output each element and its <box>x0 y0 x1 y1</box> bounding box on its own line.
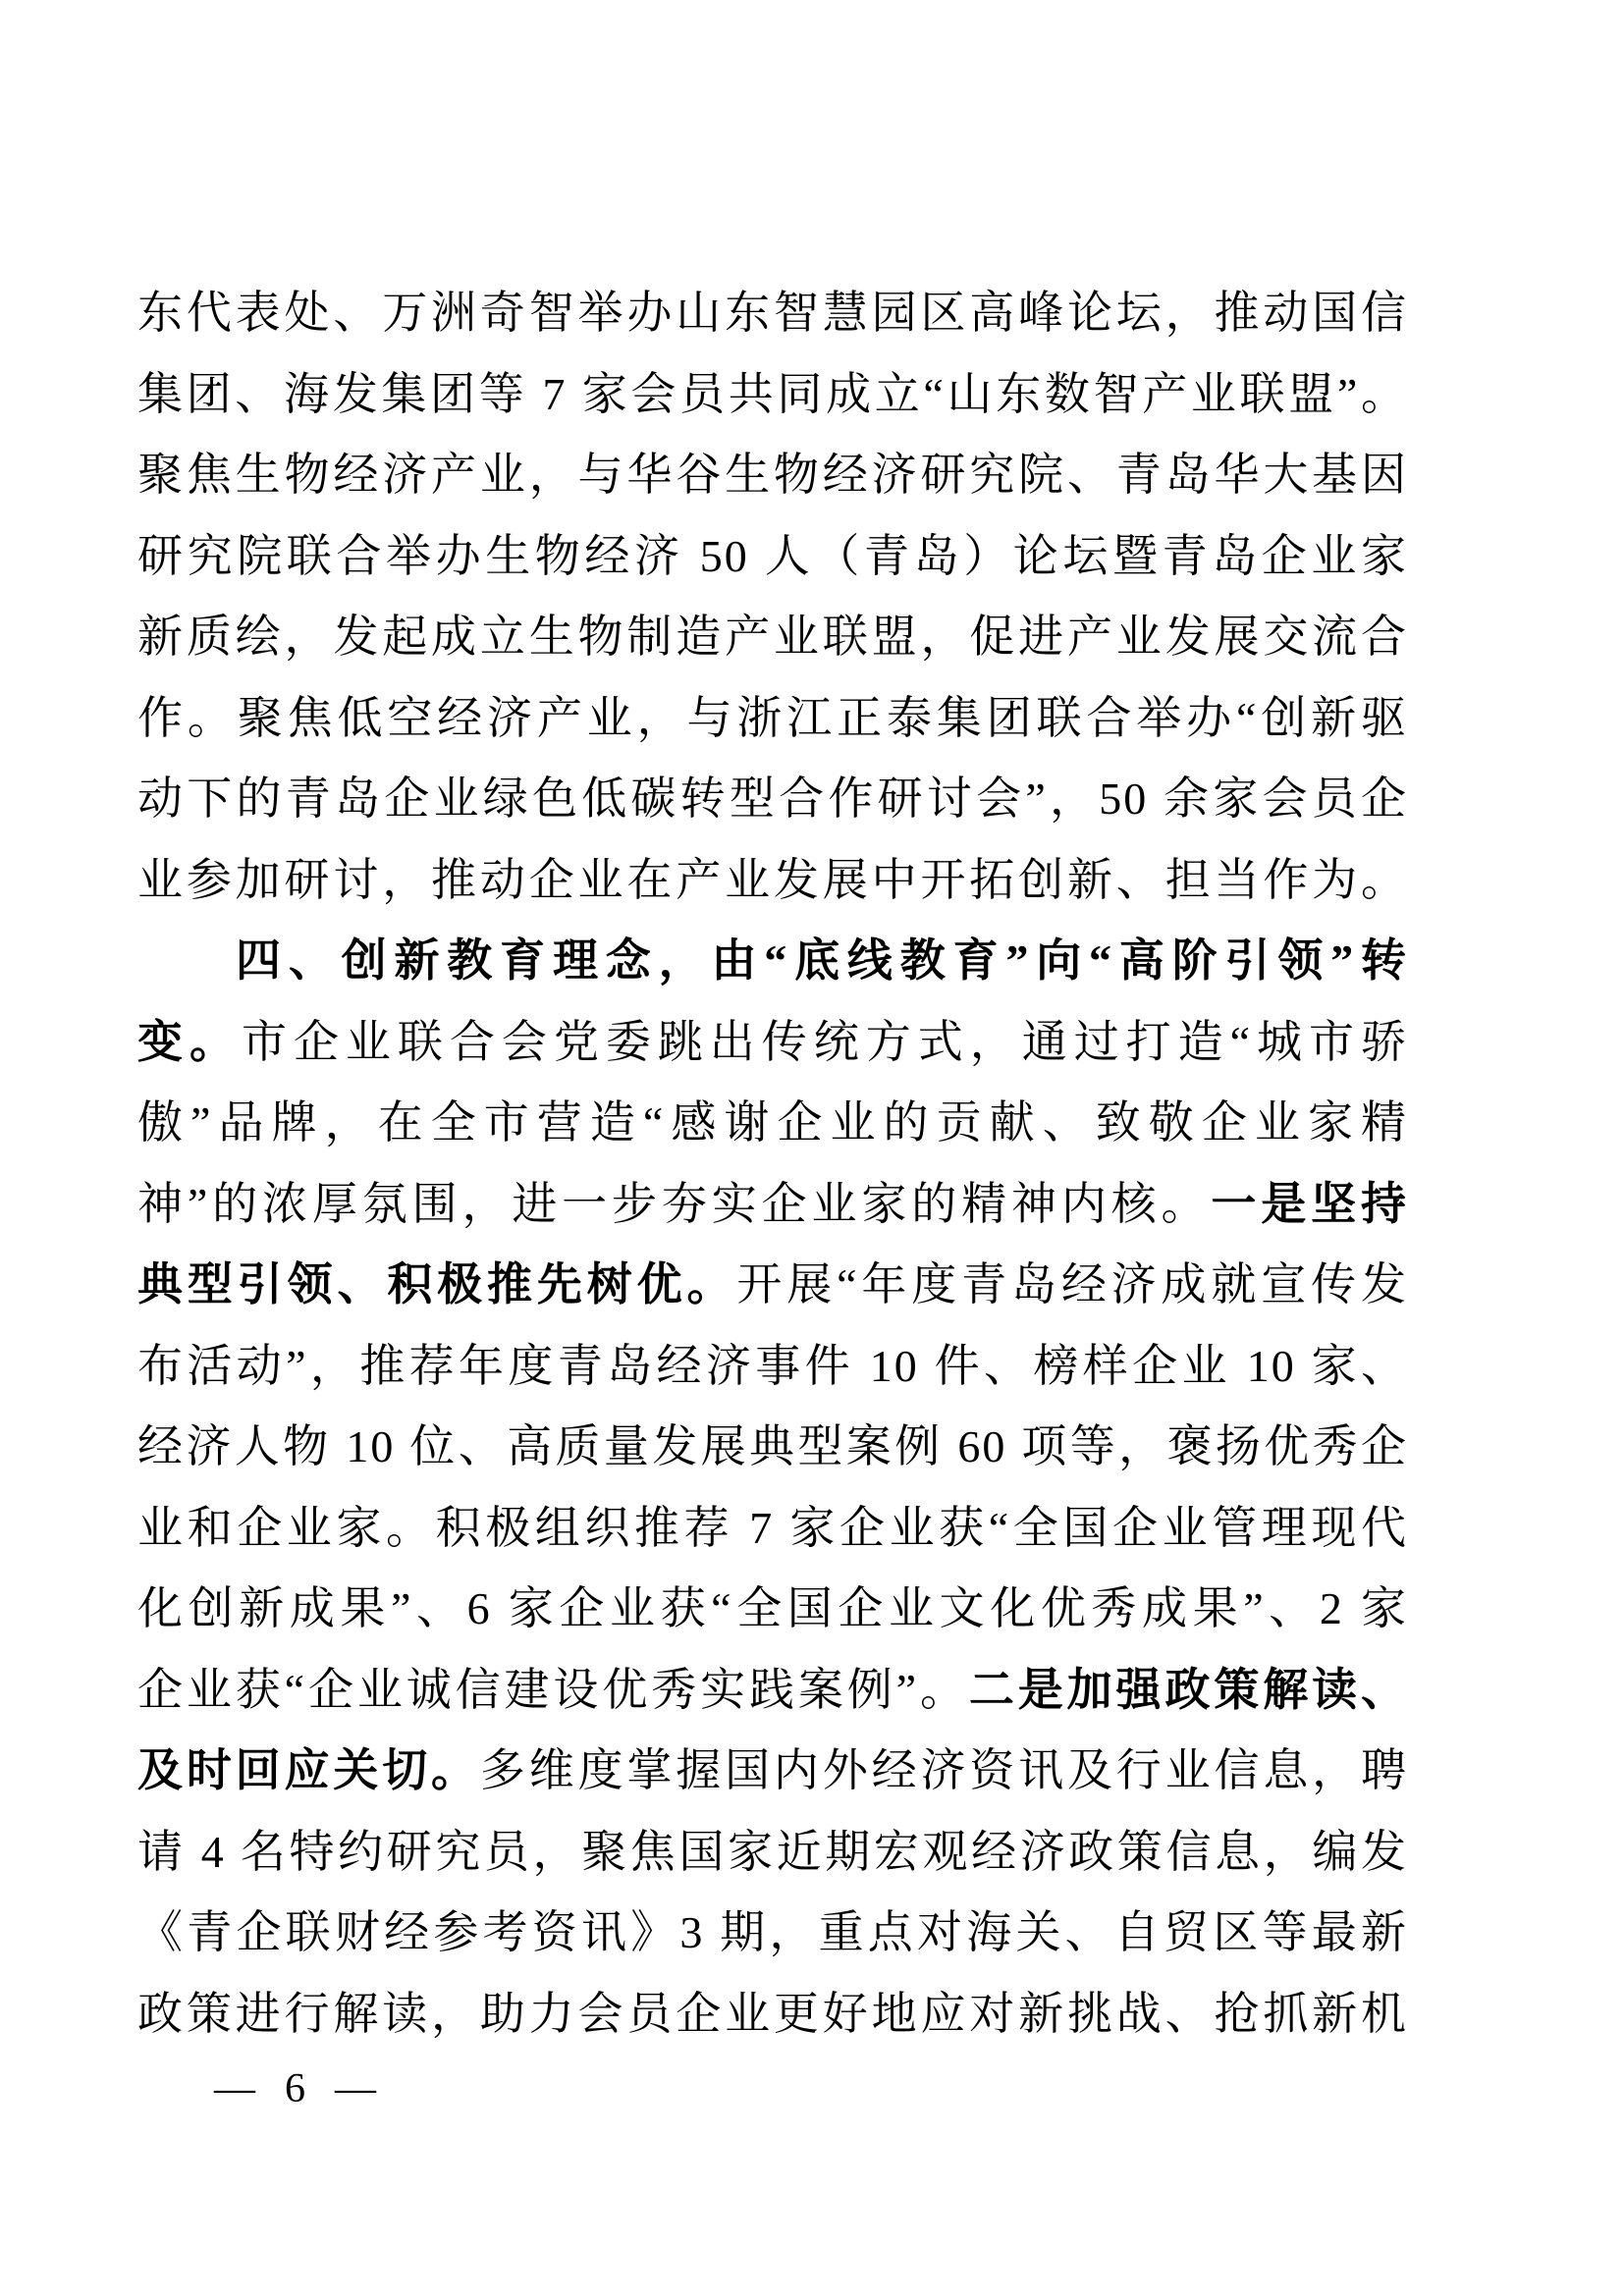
text-run: 《青企联财经参考资讯》3 期，重点对海关、自贸区等最新 <box>137 1907 1408 1957</box>
text-line <box>137 759 1408 840</box>
text-line <box>137 1650 1408 1732</box>
text-line <box>137 1083 1408 1164</box>
text-line <box>137 840 1408 922</box>
text-line <box>137 597 1408 678</box>
text-line <box>137 1002 1408 1084</box>
text-run: 化创新成果”、6 家企业获“全国企业文化优秀成果”、2 家 <box>137 1583 1408 1633</box>
text-run: 东代表处、万洲奇智举办山东智慧园区高峰论坛，推动国信 <box>137 288 1408 338</box>
text-run: 傲”品牌，在全市营造“感谢企业的贡献、致敬企业家精 <box>137 1097 1408 1148</box>
text-run: 市企业联合会党委跳出传统方式，通过打造“城市骄 <box>241 1016 1408 1067</box>
text-line <box>137 1812 1408 1894</box>
text-line <box>137 921 1408 1002</box>
text-line <box>137 1407 1408 1488</box>
text-run-bold: 变。 <box>137 1016 242 1067</box>
text-run-bold: 四、创新教育理念，由“底线教育”向“高阶引领”转 <box>236 935 1408 986</box>
text-run: 业参加研讨，推动企业在产业发展中开拓创新、担当作为。 <box>137 854 1408 905</box>
text-run: 动下的青岛企业绿色低碳转型合作研讨会”，50 余家会员企 <box>137 774 1408 824</box>
text-line <box>137 1164 1408 1246</box>
text-line <box>137 354 1408 436</box>
text-run: 政策进行解读，助力会员企业更好地应对新挑战、抢抓新机 <box>137 1988 1408 2039</box>
text-run-bold: 及时回应关切。 <box>137 1745 480 1795</box>
text-run-bold: 一是坚持 <box>1211 1178 1408 1229</box>
text-run: 聚焦生物经济产业，与华谷生物经济研究院、青岛华大基因 <box>137 450 1408 500</box>
text-line <box>137 516 1408 598</box>
text-run: 多维度掌握国内外经济资讯及行业信息，聘 <box>479 1745 1409 1795</box>
text-run-bold: 典型引领、积极推先树优。 <box>137 1259 737 1309</box>
text-run-bold: 二是加强政策解读、 <box>968 1664 1408 1715</box>
text-run: 经济人物 10 位、高质量发展典型案例 60 项等，褒扬优秀企 <box>137 1421 1408 1471</box>
text-run: 研究院联合举办生物经济 50 人（青岛）论坛暨青岛企业家 <box>137 530 1408 581</box>
text-run: 开展“年度青岛经济成就宣传发 <box>736 1259 1408 1309</box>
text-run: 新质绘，发起成立生物制造产业联盟，促进产业发展交流合 <box>137 612 1408 662</box>
page-number: 6 <box>285 2066 305 2111</box>
text-run: 作。聚焦低空经济产业，与浙江正泰集团联合举办“创新驱 <box>137 692 1408 743</box>
text-run: 集团、海发集团等 7 家会员共同成立“山东数智产业联盟”。 <box>137 368 1408 419</box>
text-line <box>137 1488 1408 1570</box>
text-line <box>137 1974 1408 2056</box>
footer-right-dash: — <box>335 2066 376 2111</box>
document-body <box>137 273 1408 2055</box>
text-line <box>137 273 1408 354</box>
text-run: 请 4 名特约研究员，聚焦国家近期宏观经济政策信息，编发 <box>137 1826 1408 1877</box>
text-run: 神”的浓厚氛围，进一步夯实企业家的精神内核。 <box>137 1178 1212 1229</box>
text-line <box>137 1245 1408 1326</box>
text-line <box>137 1731 1408 1812</box>
text-line <box>137 1326 1408 1408</box>
text-line <box>137 1893 1408 1974</box>
text-run: 布活动”，推荐年度青岛经济事件 10 件、榜样企业 10 家、 <box>137 1340 1408 1391</box>
footer-left-dash: — <box>214 2066 255 2111</box>
text-line <box>137 678 1408 760</box>
text-run: 企业获“企业诚信建设优秀实践案例”。 <box>137 1664 969 1715</box>
text-line <box>137 1569 1408 1650</box>
page-footer <box>214 2059 376 2118</box>
text-line <box>137 435 1408 516</box>
text-run: 业和企业家。积极组织推荐 7 家企业获“全国企业管理现代 <box>137 1502 1408 1553</box>
